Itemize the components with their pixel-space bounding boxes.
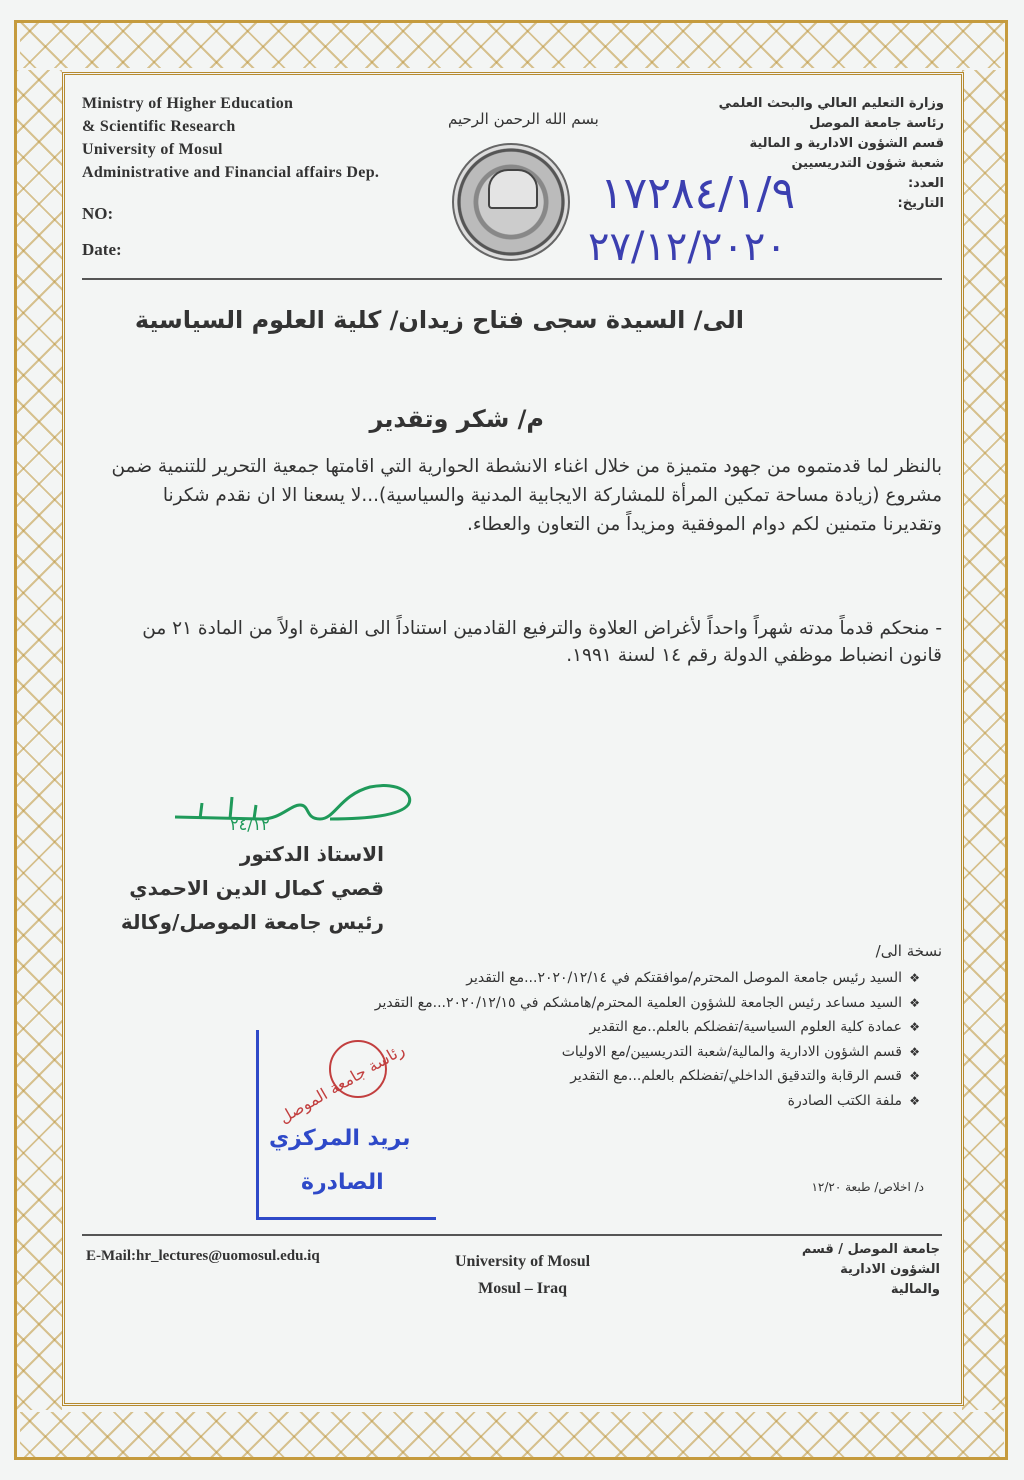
diamond-bullet-icon: ❖ xyxy=(909,1044,920,1059)
footer-university xyxy=(455,1248,590,1302)
inner-border xyxy=(62,72,964,1406)
department-line: Administrative and Financial affairs Dep. xyxy=(82,164,380,181)
handwritten-date: ٢٧/١٢/٢٠٢٠ xyxy=(588,224,787,270)
diamond-bullet-icon: ❖ xyxy=(909,1020,920,1034)
footer-right-line2: الشؤون الادارية xyxy=(840,1262,940,1277)
diamond-bullet-icon: ❖ xyxy=(909,1069,920,1083)
handwritten-number: ١٧٢٨٤/١/٩ xyxy=(600,168,796,219)
date-label-ar: التاريخ: xyxy=(897,196,944,211)
header-divider xyxy=(82,278,942,280)
footer-uni-line2: Mosul – Iraq xyxy=(478,1280,567,1297)
recipient-line: الى/ السيدة سجى فتاح زيدان/ كلية العلوم السياسية xyxy=(134,306,744,334)
no-label: NO: xyxy=(82,204,114,223)
footer-uni-line1: University of Mosul xyxy=(455,1253,591,1270)
copies-label: نسخة الى/ xyxy=(875,942,942,960)
signatory-position: رئيس جامعة الموصل/وكالة xyxy=(120,910,384,934)
signatory-title: الاستاذ الدكتور xyxy=(239,842,384,866)
ministry-line: Ministry of Higher Education xyxy=(82,95,294,112)
basmala: بسم الله الرحمن الرحيم xyxy=(448,110,599,128)
outgoing-mail-stamp xyxy=(256,1030,436,1220)
list-item: ❖ السيد مساعد رئيس الجامعة للشؤون العلمية المحترم/هامشكم في ٢٠٢٠/١٢/١٥...مع التقدير xyxy=(160,991,920,1016)
signatory-name: قصي كمال الدين الاحمدي xyxy=(129,876,384,900)
typist-note: د/ اخلاص/ طبعة ١٢/٢٠ xyxy=(811,1180,924,1194)
stamp-red-text: رئاسة جامعة الموصل xyxy=(275,1039,408,1128)
seal-emblem-icon xyxy=(488,169,538,209)
date-label: Date: xyxy=(82,240,122,259)
footer-email: E-Mail:hr_lectures@uomosul.edu.iq xyxy=(86,1248,320,1264)
bullet-paragraph: - منحكم قدماً مدته شهراً واحداً لأغراض العلاوة والترفيع القادمين استناداً الى الفقرة اولاً من المادة ٢١ من قانون انضباط موظفي الدولة رقم ١٤ لسنة ١٩٩١. xyxy=(142,618,942,666)
header-left xyxy=(82,92,379,184)
subject-line: م/ شكر وتقدير xyxy=(369,405,544,433)
section-line-ar: شعبة شؤون التدريسيين xyxy=(791,156,944,171)
diamond-bullet-icon: ❖ xyxy=(909,971,920,985)
list-item: ❖ قسم الرقابة والتدقيق الداخلي/تفضلكم بالعلم...مع التقدير xyxy=(160,1064,920,1089)
footer-right-line3: والمالية xyxy=(890,1282,940,1297)
ministry-line-ar: وزارة التعليم العالي والبحث العلمي xyxy=(718,96,944,111)
number-label-ar: العدد: xyxy=(907,176,944,191)
list-item: ❖ ملفة الكتب الصادرة xyxy=(160,1089,920,1114)
department-line-ar: قسم الشؤون الادارية و المالية xyxy=(749,136,944,151)
footer-divider xyxy=(82,1234,942,1236)
stamp-blue-line2: الصادرة xyxy=(301,1170,384,1195)
list-item: ❖ السيد رئيس جامعة الموصل المحترم/موافقتكم في ٢٠٢٠/١٢/١٤...مع التقدير xyxy=(160,966,920,991)
handwritten-signature xyxy=(170,775,420,845)
university-seal-logo xyxy=(452,143,570,261)
body-paragraph: بالنظر لما قدمتموه من جهود متميزة من خلال اغناء الانشطة الحوارية التي اقامتها جمعية التحرير للتنمية ضمن مشروع (زيادة مساحة تمكين المرأة للمشاركة الايجابية المدنية والسياسية)...لا يسعنا الا ان نقدم شكرنا وتقديرنا متمنين لكم دوام الموفقية ومزيداً من التعاون والعطاء. xyxy=(111,456,942,535)
signature-date: ٢٤/١٢ xyxy=(230,815,270,834)
diamond-bullet-icon: ❖ xyxy=(909,995,920,1010)
university-line: University of Mosul xyxy=(82,141,223,158)
footer-right xyxy=(802,1240,940,1300)
list-item: ❖ عمادة كلية العلوم السياسية/تفضلكم بالعلم..مع التقدير xyxy=(160,1015,920,1040)
research-line: & Scientific Research xyxy=(82,118,236,135)
stamp-blue-line1: بريد المركزي xyxy=(269,1126,411,1151)
presidency-line-ar: رئاسة جامعة الموصل xyxy=(809,116,944,131)
footer-right-line1: جامعة الموصل / قسم xyxy=(801,1242,940,1257)
diamond-bullet-icon: ❖ xyxy=(909,1093,920,1108)
list-item: ❖ قسم الشؤون الادارية والمالية/شعبة التدريسيين/مع الاوليات xyxy=(160,1040,920,1065)
